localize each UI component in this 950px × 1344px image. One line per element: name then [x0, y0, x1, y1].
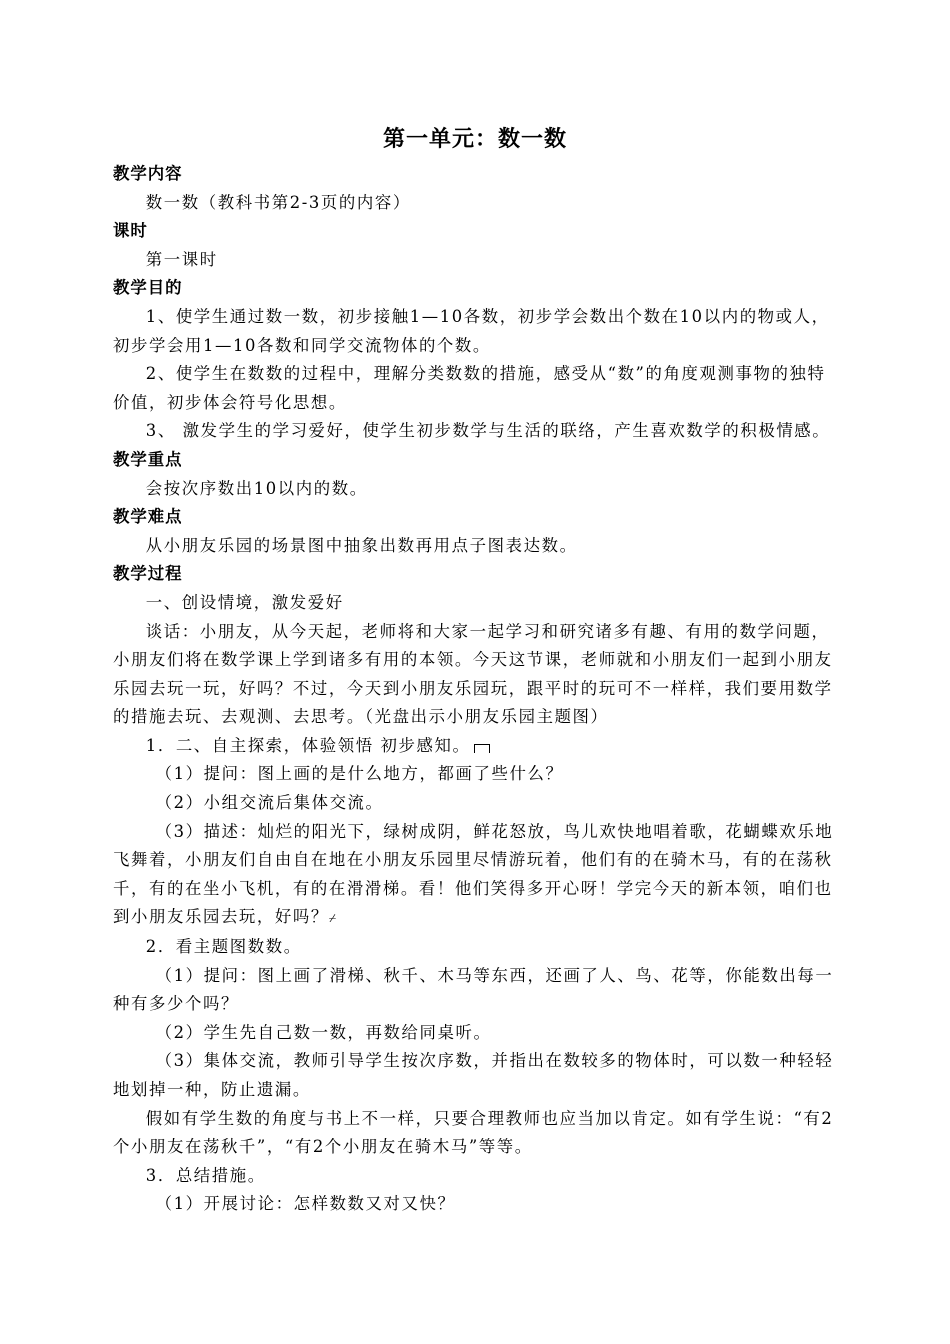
edit-mark-icon: [474, 744, 490, 753]
section-heading: 教学过程: [113, 564, 183, 584]
section-heading: 教学重点: [113, 449, 183, 469]
line-text: 1．二、自主探索，体验领悟 初步感知。: [145, 735, 471, 755]
section-heading: 教学内容: [113, 164, 183, 183]
paragraph: （1）提问：图上画了滑梯、秋千、木马等东西，还画了人、鸟、花等，你能数出每一种有多少个吗？: [113, 965, 834, 1014]
section-heading: 教学目的: [113, 278, 183, 298]
line-text: （3）描述：灿烂的阳光下，绿树成阴，鲜花怒放，鸟儿欢快地唱着歌，花蝴蝶欢乐地飞舞着，小朋友们自由自在地在小朋友乐园里尽情游玩着，他们有的在骑木马，有的在荡秋千，有的在坐小飞机，有的在滑滑梯。看！他们笑得多开心呀！学完今天的新本领，咱们也到小朋友乐园去玩，好吗？: [113, 821, 834, 927]
page-title: 第一单元：数一数: [382, 126, 567, 152]
paragraph: 第一课时: [145, 249, 218, 269]
paragraph: [113, 818, 839, 933]
paragraph: 2．看主题图数数。: [145, 937, 302, 957]
paragraph: 一、创设情境，激发爱好: [145, 592, 344, 612]
paragraph: （1）提问：图上画的是什么地方，都画了些什么？: [155, 764, 564, 784]
paragraph: 1、使学生通过数一数，初步接触1—10各数，初步学会数出个数在10以内的物或人，初步学会用1—10各数和同学交流物体的个数。: [113, 306, 830, 355]
paragraph: [113, 732, 839, 761]
paragraph: （1）开展讨论：怎样数数又对又快？: [155, 1194, 456, 1214]
paragraph: （2）小组交流后集体交流。: [155, 793, 384, 813]
paragraph: （2）学生先自己数一数，再数给同桌听。: [155, 1022, 492, 1042]
paragraph: （3）集体交流，教师引导学生按次序数，并指出在数较多的物体时，可以数一种轻轻地划掉一种，防止遗漏。: [113, 1051, 834, 1099]
paragraph: 谈话：小朋友，从今天起，老师将和大家一起学习和研究诸多有趣、有用的数学问题，小朋友们将在数学课上学到诸多有用的本领。今天这节课，老师就和小朋友们一起到小朋友乐园去玩一玩，好吗？不过，今天到小朋友乐园玩，跟平时的玩可不一样样，我们要用数学的措施去玩、去观测、去思考。（光盘出示小朋友乐园主题图）: [113, 621, 833, 727]
section-heading: 教学难点: [113, 507, 183, 527]
paragraph: 假如有学生数的角度与书上不一样，只要合理教师也应当加以肯定。如有学生说：“有2个小朋友在荡秋千”，“有2个小朋友在骑木马”等等。: [113, 1108, 834, 1157]
paragraph: 会按次序数出10以内的数。: [145, 478, 368, 498]
document-body: [113, 160, 839, 1219]
paragraph: 2、使学生在数数的过程中，理解分类数数的措施，感受从“数”的角度观测事物的独特价值，初步体会符号化思想。: [113, 364, 826, 412]
paragraph: 3、 激发学生的学习爱好，使学生初步数学与生活的联络，产生喜欢数学的积极情感。: [145, 421, 831, 441]
section-heading: 课时: [113, 221, 148, 241]
paragraph: 从小朋友乐园的场景图中抽象出数再用点子图表达数。: [145, 535, 578, 555]
paragraph: 数一数（教科书第2-3页的内容）: [145, 192, 411, 212]
edit-mark-icon: ⌿: [328, 911, 337, 926]
paragraph: 3．总结措施。: [145, 1165, 266, 1185]
